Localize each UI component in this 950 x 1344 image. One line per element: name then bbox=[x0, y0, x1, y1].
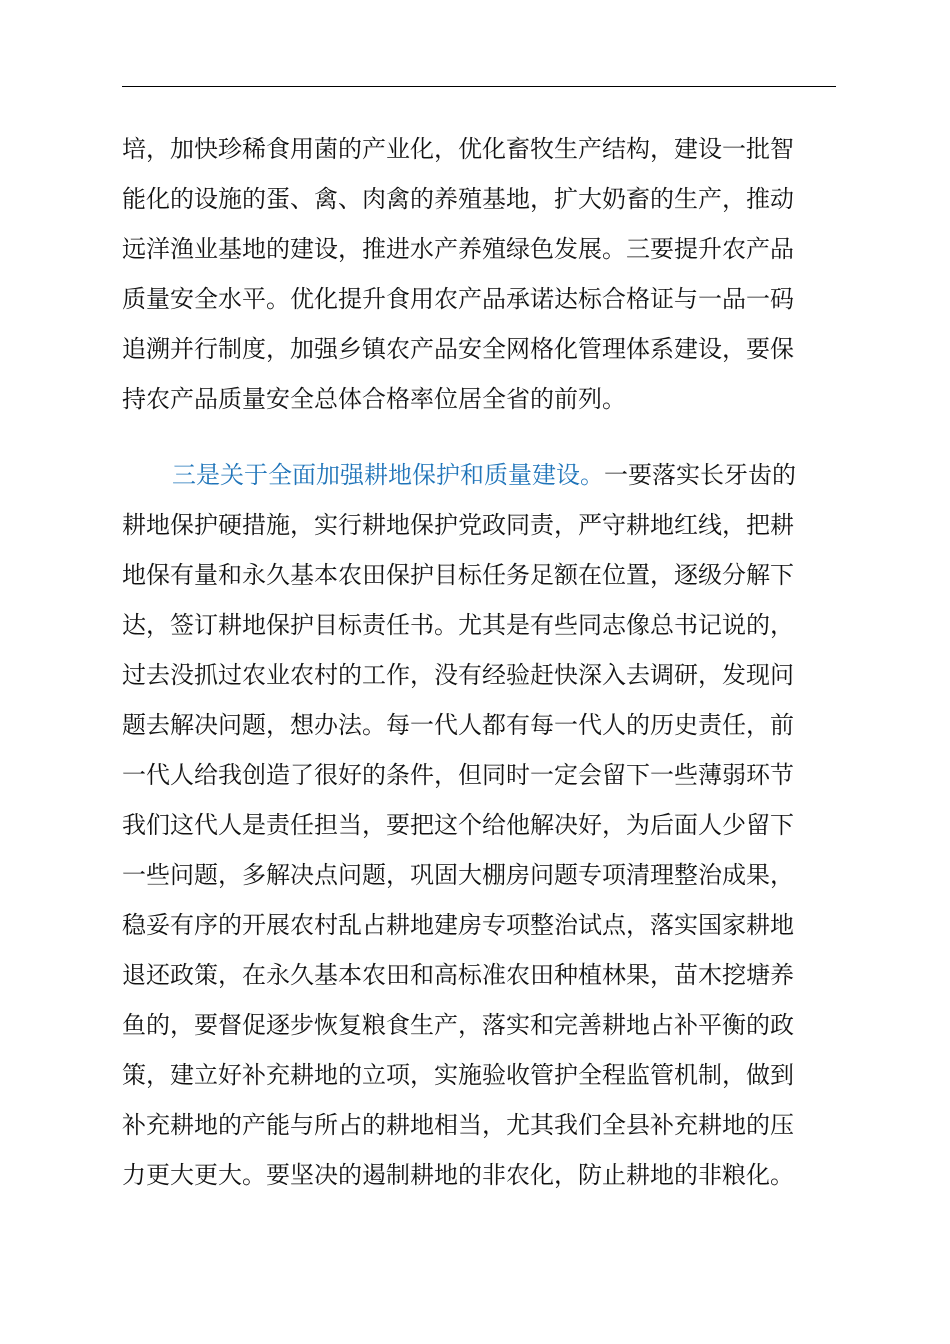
header-rule bbox=[122, 86, 836, 87]
text-line: 过去没抓过农业农村的工作，没有经验赶快深入去调研，发现问 bbox=[122, 661, 794, 689]
paragraph-1 bbox=[122, 124, 836, 424]
text-line: 补充耕地的产能与所占的耕地相当，尤其我们全县补充耕地的压 bbox=[122, 1111, 794, 1139]
text-line: 远洋渔业基地的建设，推进水产养殖绿色发展。三要提升农产品 bbox=[122, 235, 794, 263]
text-line: 策，建立好补充耕地的立项，实施验收管护全程监管机制，做到 bbox=[122, 1061, 794, 1089]
text-run: 一要落实长牙齿的 bbox=[604, 461, 796, 489]
text-line: 质量安全水平。优化提升食用农产品承诺达标合格证与一品一码 bbox=[122, 285, 794, 313]
text-line: 稳妥有序的开展农村乱占耕地建房专项整治试点，落实国家耕地 bbox=[122, 911, 794, 939]
text-line: 持农产品质量安全总体合格率位居全省的前列。 bbox=[122, 385, 626, 413]
text-line: 能化的设施的蛋、禽、肉禽的养殖基地，扩大奶畜的生产，推动 bbox=[122, 185, 794, 213]
text-line: 追溯并行制度，加强乡镇农产品安全网格化管理体系建设，要保 bbox=[122, 335, 794, 363]
section-heading: 三是关于全面加强耕地保护和质量建设。 bbox=[172, 461, 604, 489]
text-line: 耕地保护硬措施，实行耕地保护党政同责，严守耕地红线，把耕 bbox=[122, 511, 794, 539]
text-line: 一代人给我创造了很好的条件，但同时一定会留下一些薄弱环节 bbox=[122, 761, 794, 789]
text-line: 题去解决问题，想办法。每一代人都有每一代人的历史责任，前 bbox=[122, 711, 794, 739]
text-line-first bbox=[122, 450, 836, 500]
text-line: 达，签订耕地保护目标责任书。尤其是有些同志像总书记说的， bbox=[122, 611, 794, 639]
text-line: 鱼的，要督促逐步恢复粮食生产，落实和完善耕地占补平衡的政 bbox=[122, 1011, 794, 1039]
document-body bbox=[122, 124, 836, 1200]
text-line: 地保有量和永久基本农田保护目标任务足额在位置，逐级分解下 bbox=[122, 561, 794, 589]
text-line: 我们这代人是责任担当，要把这个给他解决好，为后面人少留下 bbox=[122, 811, 794, 839]
text-line: 一些问题，多解决点问题，巩固大棚房问题专项清理整治成果， bbox=[122, 861, 794, 889]
text-line: 力更大更大。要坚决的遏制耕地的非农化，防止耕地的非粮化。 bbox=[122, 1161, 794, 1189]
text-line: 退还政策，在永久基本农田和高标准农田种植林果，苗木挖塘养 bbox=[122, 961, 794, 989]
text-line: 培，加快珍稀食用菌的产业化，优化畜牧生产结构，建设一批智 bbox=[122, 135, 794, 163]
paragraph-2 bbox=[122, 450, 836, 1200]
